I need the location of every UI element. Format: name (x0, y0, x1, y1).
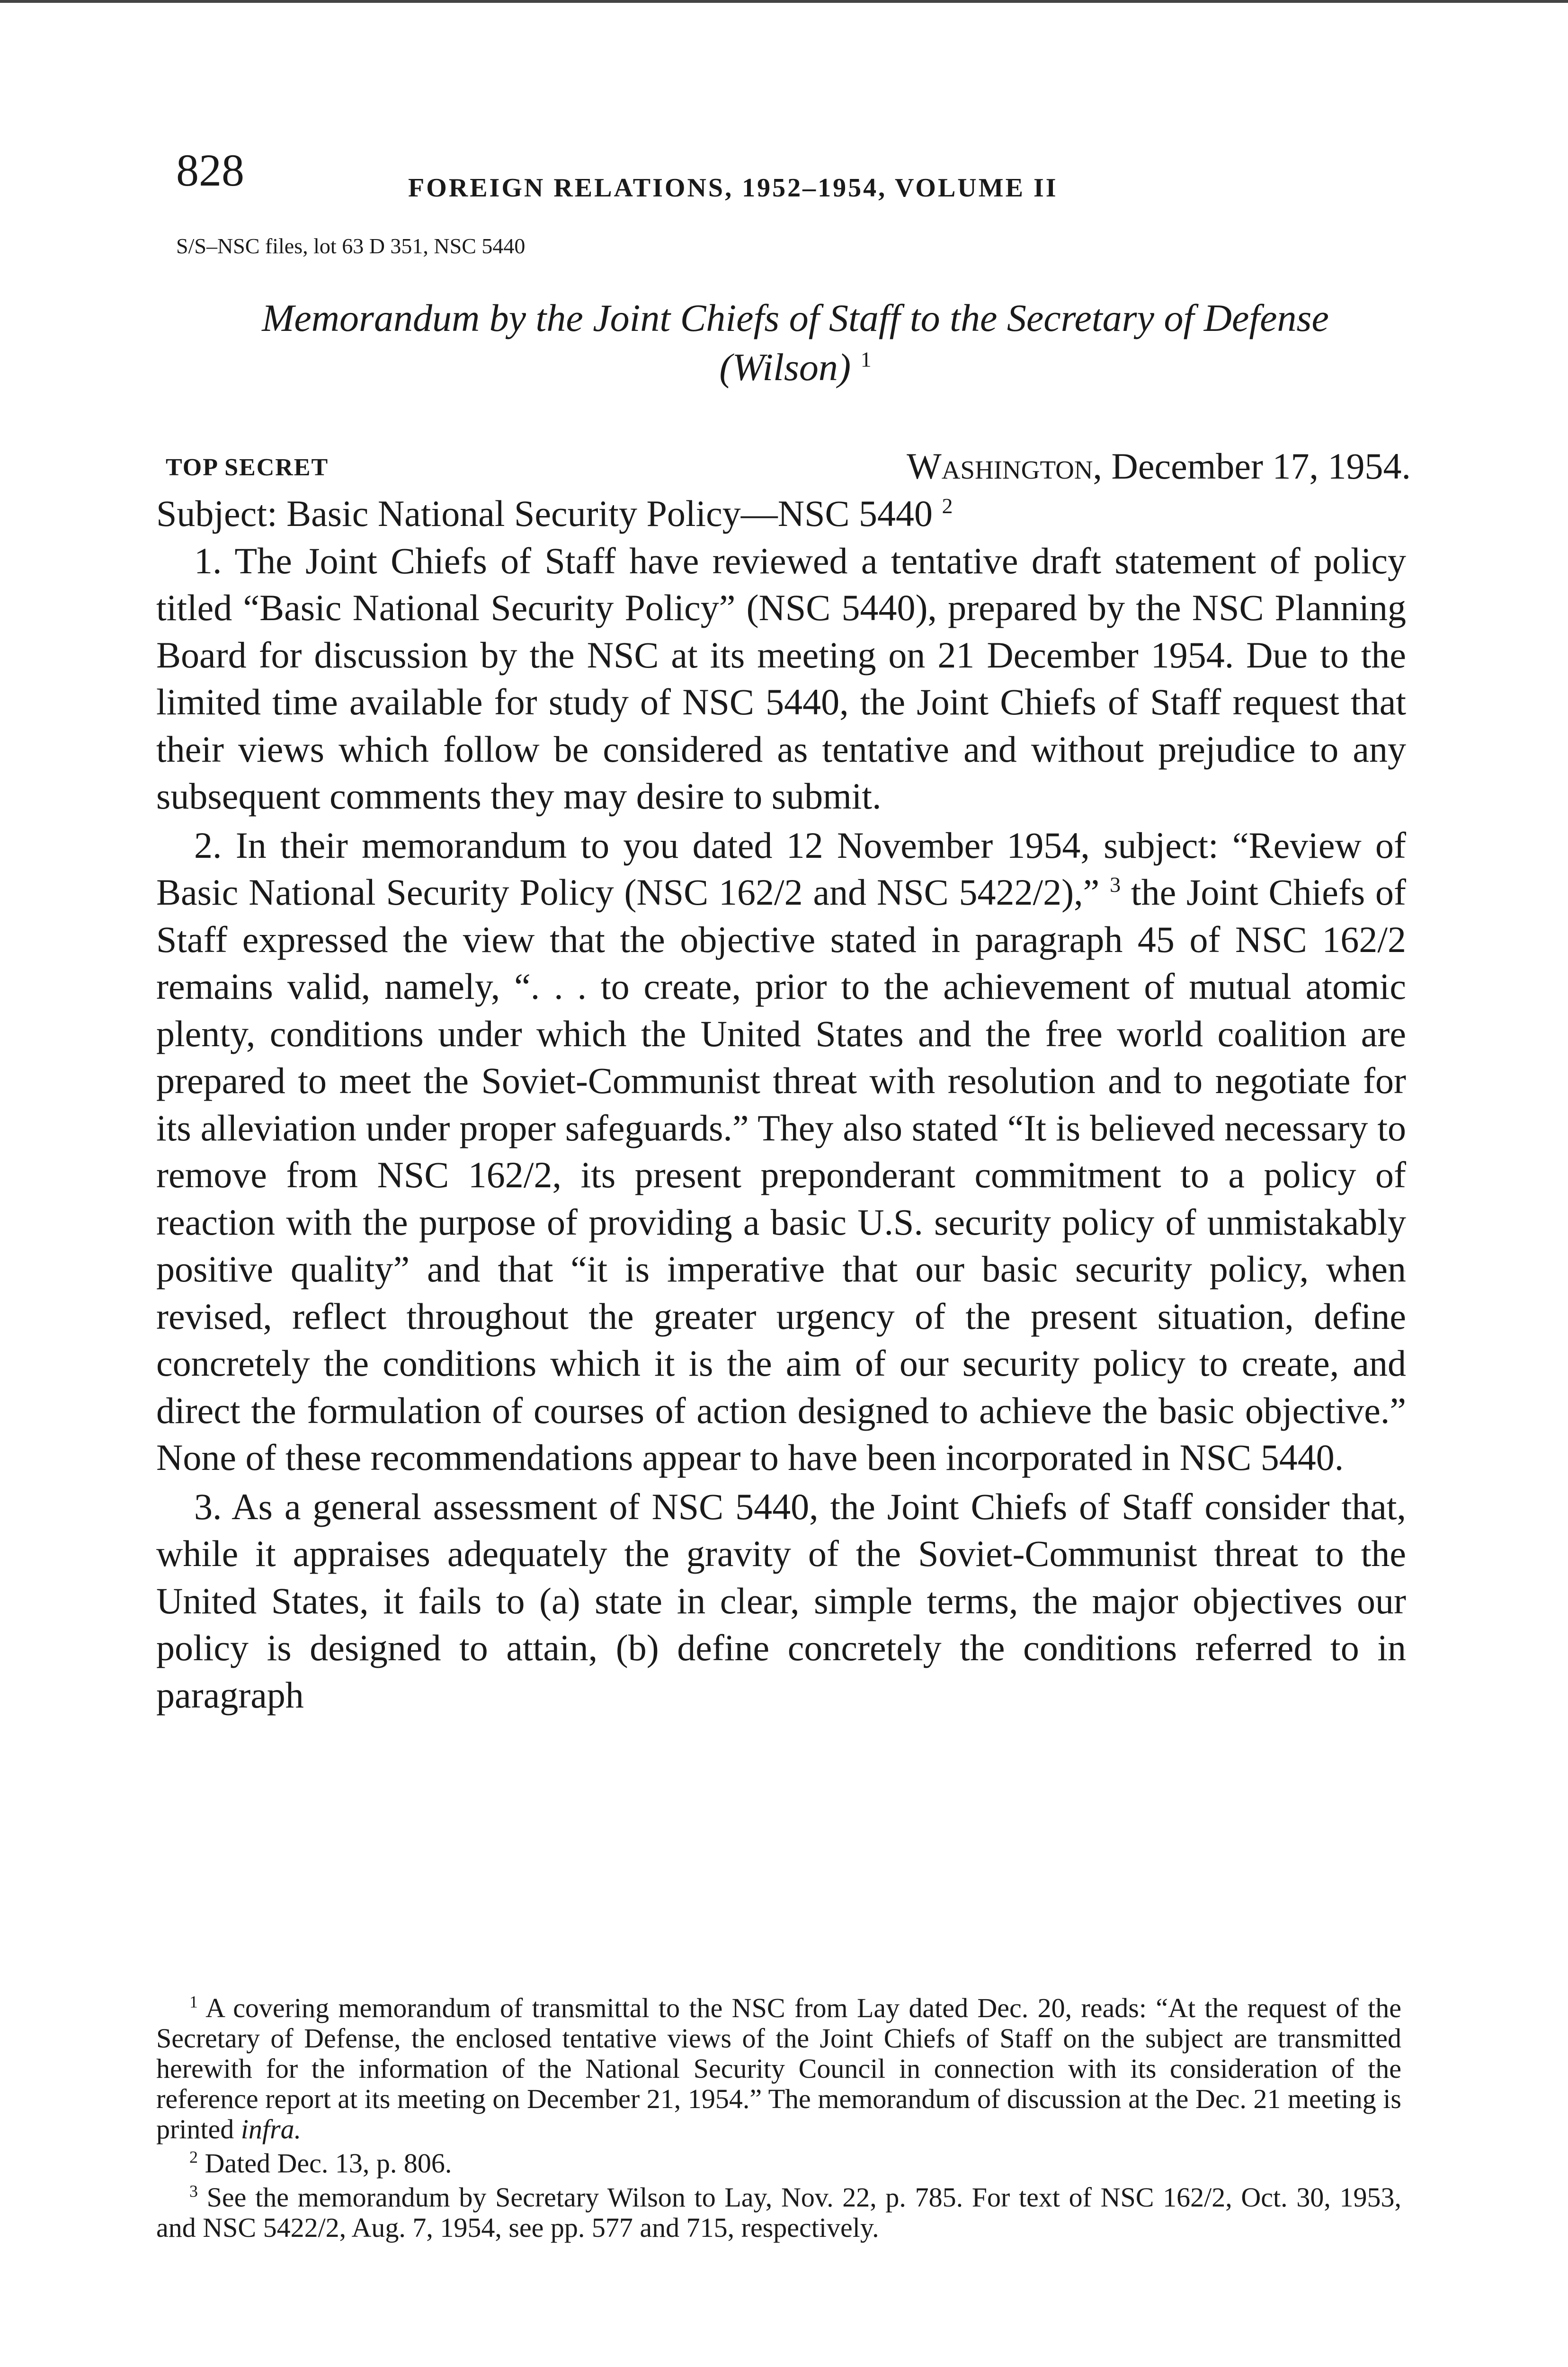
footnote-2-mark: 2 (189, 2147, 198, 2167)
footnote-3 (156, 2182, 1401, 2243)
footnote-2 (156, 2148, 1401, 2179)
subject-text: Subject: Basic National Security Policy—NSC 5440 (156, 493, 933, 534)
paragraph-2-part-a: 2. In their memorandum to you dated 12 November 1954, subject: “Review of Basic National Security Policy (NSC 162/2 and NSC 5422/2),” (156, 824, 1406, 913)
dateline-date: December 17, 1954. (1111, 445, 1411, 487)
subject-footnote-ref: 2 (942, 494, 953, 518)
footnotes (156, 1993, 1401, 2247)
subject-line (156, 490, 1406, 537)
paragraph-2-footnote-ref: 3 (1110, 872, 1121, 897)
page-header (176, 142, 1407, 208)
paragraph-2 (156, 822, 1406, 1481)
paragraph-1: 1. The Joint Chiefs of Staff have reviewed a tentative draft statement of policy titled “Basic National Security Policy” (NSC 5440), prepared by the NSC Planning Board for discussion by the NSC at its meeting on 21 December 1954. Due to the limited time available for study of NSC 5440, the Joint Chiefs of Staff request that their views which follow be considered as tentative and without prejudice to any subsequent comments they may desire to submit. (156, 540, 1406, 817)
footnote-1-mark: 1 (189, 1992, 198, 2011)
top-edge-rule (0, 0, 1568, 3)
paragraph-2-part-b: the Joint Chiefs of Staff expressed the view that the objective stated in paragraph 45 of NSC 162/2 remains valid, namely, “. . . to create, prior to the achievement of mutual atomic plenty, conditions under which the United States and the free world coalition are prepared to meet the Soviet-Communist threat with resolution and to negotiate for its alleviation under proper safeguards.” They also stated “It is believed necessary to remove from NSC 162/2, its present preponderant commitment to a policy of reaction with the purpose of providing a basic U.S. security policy of unmistakably positive quality” and that “it is imperative that our basic security policy, when revised, reflect throughout the greater urgency of the present situation, define concretely the conditions which it is the aim of our security policy to create, and direct the formulation of courses of action designed to achieve the basic objective.” None of these recommendations appear to have been incorporated in NSC 5440. (156, 872, 1407, 1478)
footnote-3-text: See the memorandum by Secretary Wilson to Lay, Nov. 22, p. 785. For text of NSC 162/2, Oct. 30, 1953, and NSC 5422/2, Aug. 7, 1954, see pp. 577 and 715, respectively. (156, 2182, 1401, 2243)
footnote-1-italic: infra. (241, 2114, 302, 2145)
footnote-3-mark: 3 (189, 2181, 198, 2201)
dateline-place: Washington, (907, 445, 1103, 487)
title-footnote-ref: 1 (860, 347, 872, 372)
document-title-text: Memorandum by the Joint Chiefs of Staff to the Secretary of Defense (Wilson) (262, 296, 1329, 389)
footnote-1-text: A covering memorandum of transmittal to the NSC from Lay dated Dec. 20, reads: “At the request of the Secretary of Defense, the enclosed tentative views of the Joint Chiefs of Staff on the subject are transmitted herewith for the information of the National Security Council in connection with its consideration of the reference report at its meeting on December 21, 1954.” The memorandum of discussion at the Dec. 21 meeting is printed (156, 1993, 1401, 2145)
running-head: FOREIGN RELATIONS, 1952–1954, VOLUME II (408, 173, 1058, 203)
document-title (208, 294, 1382, 392)
footnote-1 (156, 1993, 1401, 2145)
document-meta (166, 443, 1411, 495)
dateline (907, 443, 1411, 490)
paragraph-3: 3. As a general assessment of NSC 5440, the Joint Chiefs of Staff consider that, while it appraises adequately the gravity of the Soviet-Communist threat to the United States, it fails to (a) state in clear, simple terms, the major objectives our policy is designed to attain, (b) define concretely the conditions referred to in paragraph (156, 1486, 1406, 1716)
memorandum-body (156, 490, 1406, 1718)
classification-marking: TOP SECRET (166, 454, 329, 481)
footnote-2-text: Dated Dec. 13, p. 806. (205, 2148, 452, 2179)
page-number: 828 (176, 145, 244, 196)
source-citation: S/S–NSC files, lot 63 D 351, NSC 5440 (176, 234, 526, 258)
